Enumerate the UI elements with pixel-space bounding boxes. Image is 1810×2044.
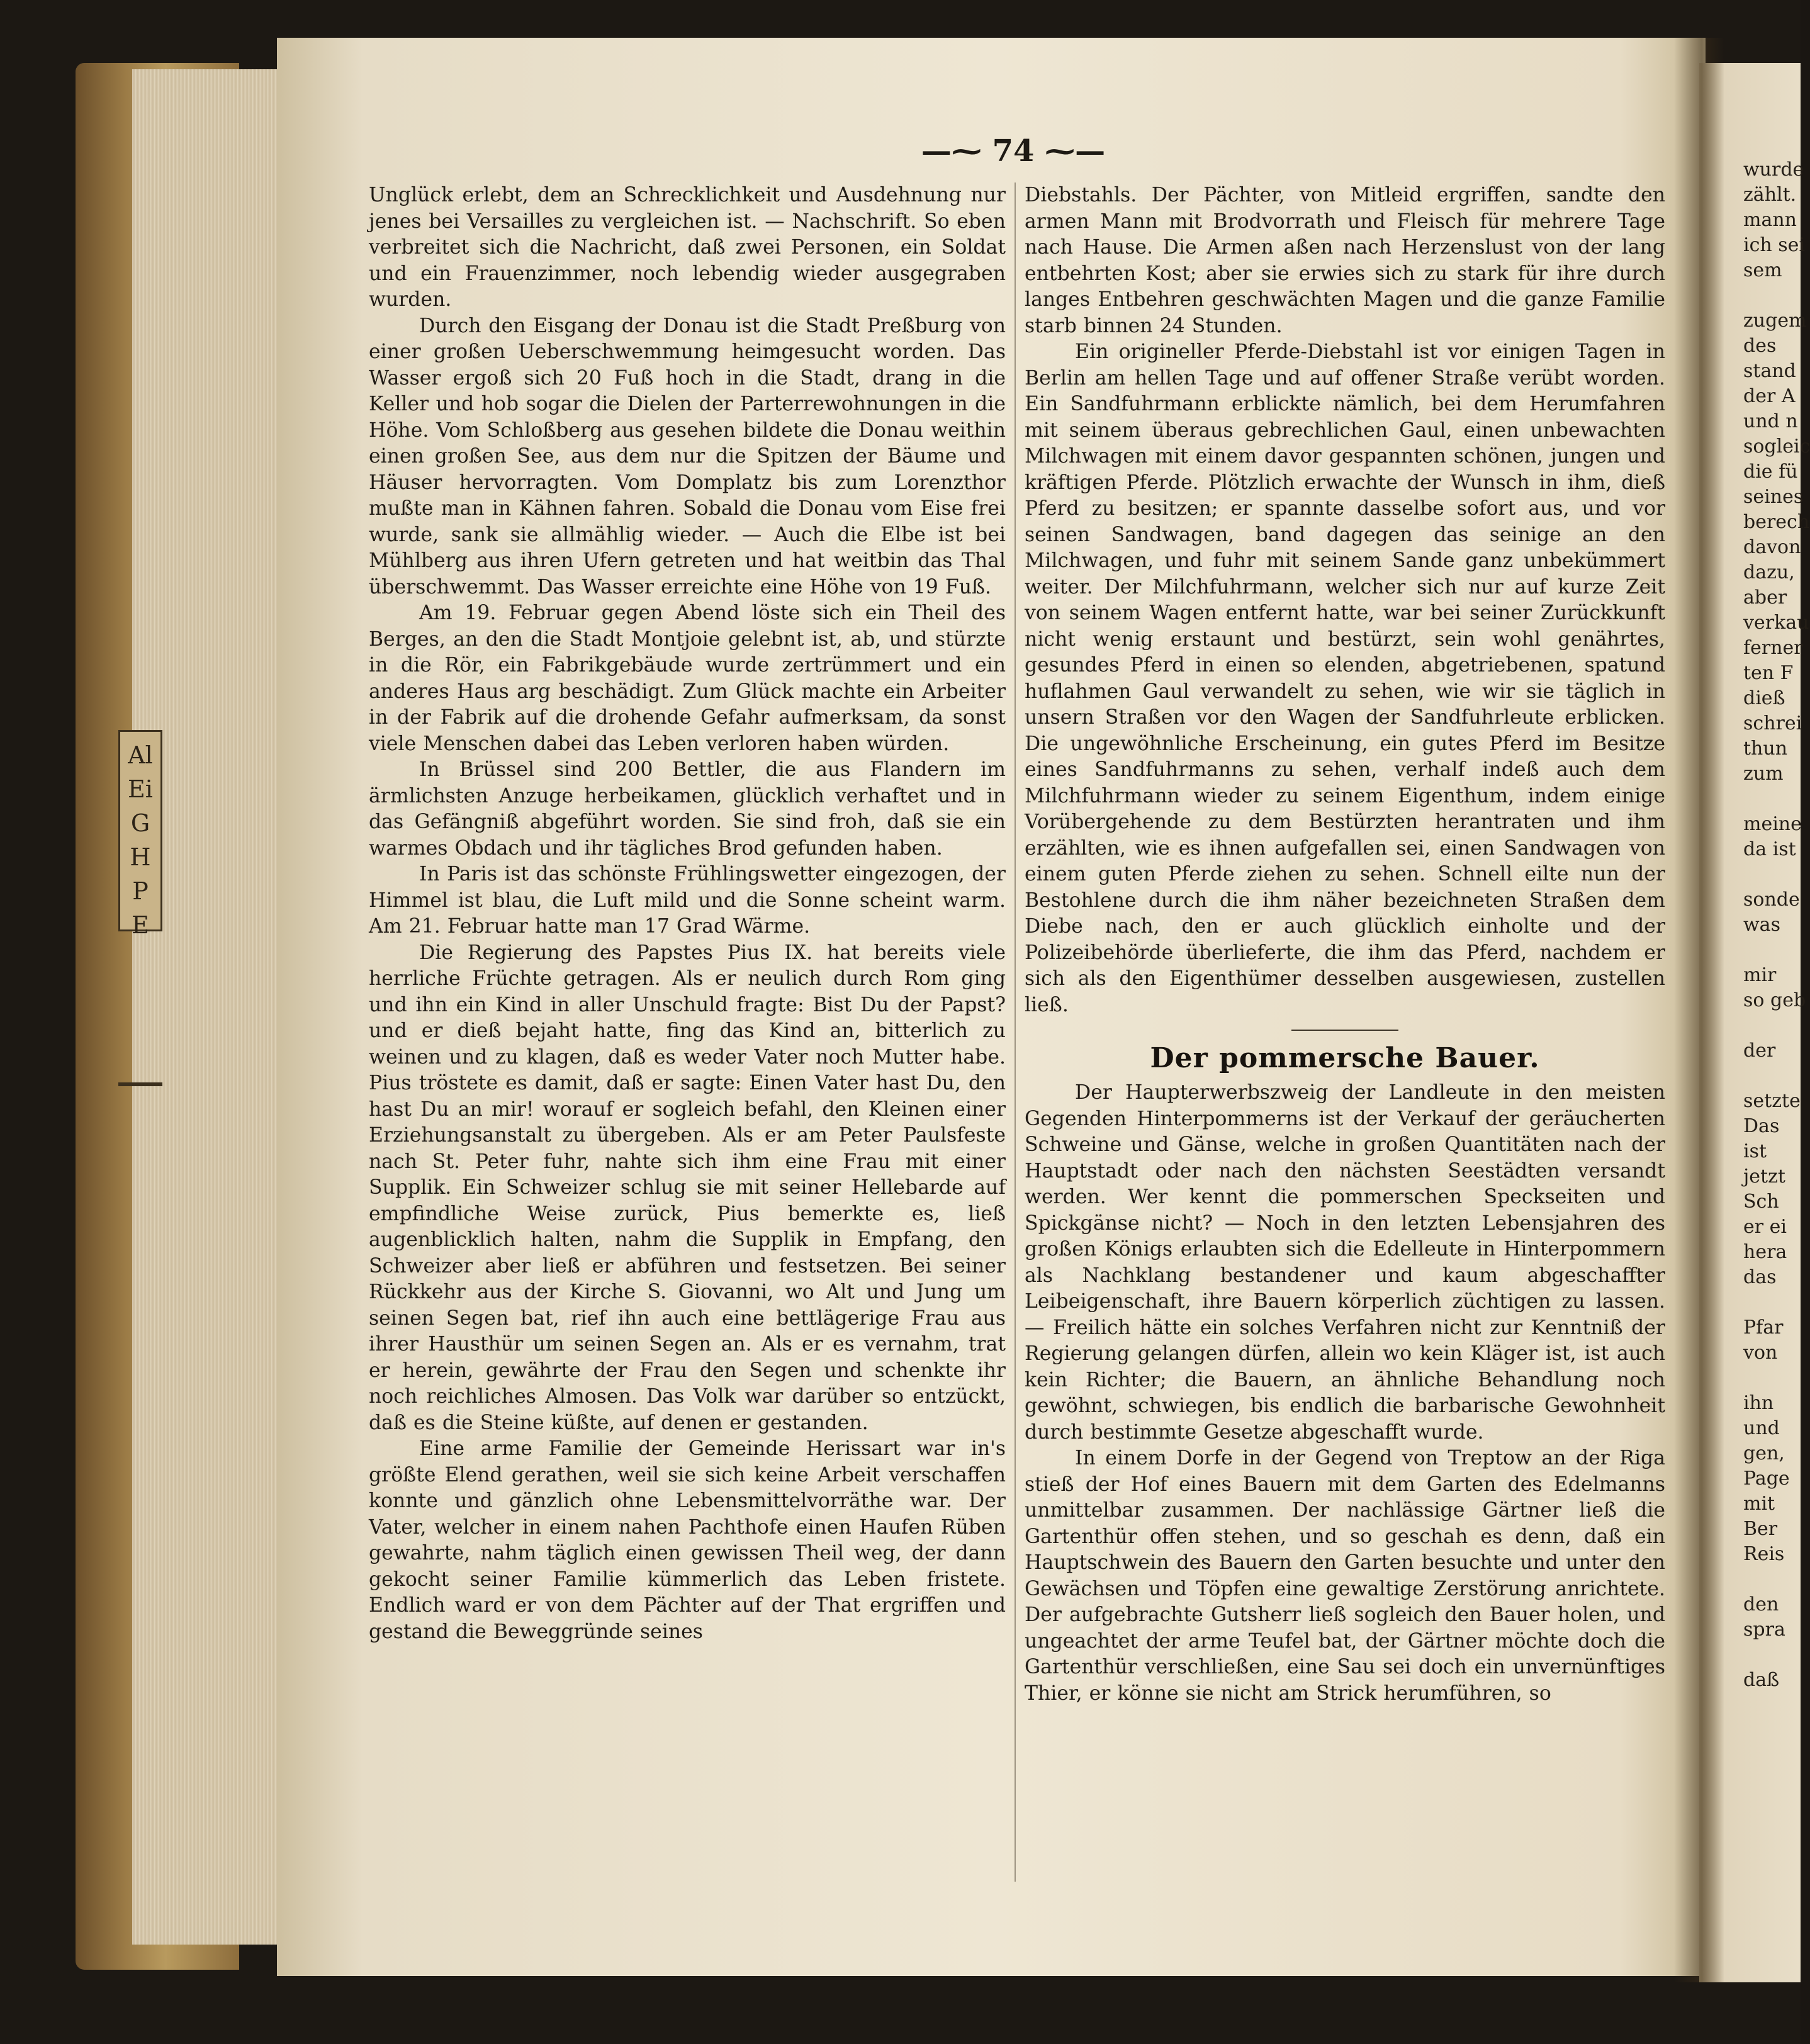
edge-fragment bbox=[1743, 283, 1801, 308]
binding-label-line: E bbox=[132, 911, 149, 939]
binding-mark bbox=[118, 1082, 162, 1086]
edge-fragment: er ei bbox=[1743, 1216, 1787, 1238]
edge-fragment: zählt. bbox=[1743, 184, 1797, 206]
edge-fragment: dazu, bbox=[1743, 561, 1795, 583]
edge-fragment: daß bbox=[1743, 1669, 1780, 1691]
paragraph: Die Regierung des Papstes Pius IX. hat bereits viele herrliche Früchte getragen. Als er neulich durch Rom ging und ihn ein Kind in aller Unschuld fragte: Bist Du der Papst? und er dieß bejaht hatte, fing das Kind an, bitterlich zu weinen und zu klagen, daß es weder Vater noch Mutter habe. Pius tröstete es damit, daß er sagte: Einen Vater hast Du, den hast Du an mir! worauf er sogleich befahl, den Kleinen einer Erziehungsanstalt zu übergeben. Als er am Peter Paulsfeste nach St. Peter fuhr, nahte sich ihm eine Frau mit einer Supplik. Ein Schweizer schlug sie mit seiner Hellebarde auf empfindliche Weise zurück, Pius bemerkte es, ließ augenblicklich halten, nahm die Supplik in Empfang, den Schweizer aber ließ er abführen und festsetzen. Bei seiner Rückkehr aus der Kirche S. Giovanni, wo Alt und Jung um seinen Segen bat, rief ihn auch eine bettlägerige Frau aus ihrer Hausthür um seinen Segen an. Als er es vernahm, trat er herein, gewährte der Frau den Segen und schenkte ihr noch reichliches Almosen. Das Volk war darüber so entzückt, daß es die Steine küßte, auf denen er gestanden. bbox=[369, 941, 1006, 1434]
edge-fragment bbox=[1743, 862, 1801, 887]
edge-fragment: Ber bbox=[1743, 1518, 1778, 1540]
edge-fragment: setzte bbox=[1743, 1090, 1801, 1112]
binding-label-line: P bbox=[132, 877, 149, 905]
edge-fragment bbox=[1743, 1567, 1801, 1592]
edge-fragment: sem bbox=[1743, 259, 1782, 281]
paragraph: In einem Dorfe in der Gegend von Treptow an der Riga stieß der Hof eines Bauern mit dem Garten des Edelmanns unmittelbar zusammen. Der nachlässige Gärtner ließ die Gartenthür offen stehen, und so geschah es denn, daß ein Hauptschwein des Bauern den Garten besuchte und unter den Gewächsen und Töpfen eine gewaltige Zerstörung anrichtete. Der aufgebrachte Gutsherr ließ sogleich den Bauer holen, und ungeachtet der arme Teufel bat, der Gärtner möchte doch die Gartenthür verschließen, eine Sau sei doch ein unvernünftiges Thier, er könne sie nicht am Strick herumführen, so bbox=[1025, 1447, 1665, 1705]
edge-fragment: meine bbox=[1743, 813, 1802, 835]
edge-fragment: ten F bbox=[1743, 662, 1794, 684]
edge-fragment: jetzt bbox=[1743, 1165, 1785, 1188]
edge-fragment: davon bbox=[1743, 536, 1801, 558]
section-heading: Der pommersche Bauer. bbox=[1150, 1042, 1540, 1074]
next-page-text-fragments bbox=[1743, 157, 1810, 1693]
edge-fragment: den bbox=[1743, 1593, 1779, 1615]
paragraph: In Brüssel sind 200 Bettler, die aus Flandern im ärmlichsten Anzuge herbeikamen, glücklich verhaftet und in das Gefängniß abgeführt worden. Sie sind froh, daß sie ein warmes Obdach und ihr tägliches Brod gefunden haben. bbox=[369, 758, 1006, 860]
edge-fragment bbox=[1743, 1064, 1801, 1089]
edge-fragment bbox=[1743, 1013, 1801, 1038]
paragraph: Unglück erlebt, dem an Schrecklichkeit und Ausdehnung nur jenes bei Versailles zu vergleichen ist. — Nachschrift. So eben verbreitet sich die Nachricht, daß zwei Personen, ein Soldat und ein Frauenzimmer, noch lebendig wieder ausgegraben wurden. bbox=[369, 184, 1006, 311]
edge-fragment: verkau bbox=[1743, 612, 1809, 634]
edge-fragment: da ist bbox=[1743, 838, 1796, 860]
right-column bbox=[1025, 182, 1665, 1707]
edge-fragment: Das bbox=[1743, 1115, 1780, 1137]
edge-fragment: von bbox=[1743, 1342, 1778, 1364]
edge-fragment: gen, bbox=[1743, 1442, 1785, 1464]
edge-fragment: ich sei bbox=[1743, 234, 1805, 256]
page-edges bbox=[132, 69, 296, 1945]
paragraph: Eine arme Familie der Gemeinde Herissart war in's größte Elend gerathen, weil sie sich keine Arbeit verschaffen konnte und gänzlich ohne Lebensmittelvorräthe war. Der Vater, welcher in einem nahen Pachthofe einen Haufen Rüben gewahrte, nahm täglich einen gewissen Theil weg, der dann gekocht seiner Familie kümmerlich das Leben fristete. Endlich ward er von dem Pächter auf der That ergriffen und gestand die Beweggründe seines bbox=[369, 1437, 1006, 1643]
page-number: —⁓ 74 ⁓— bbox=[921, 133, 1106, 169]
edge-fragment: die fü bbox=[1743, 461, 1798, 483]
edge-fragment: zugem bbox=[1743, 310, 1807, 332]
edge-fragment: das bbox=[1743, 1266, 1777, 1288]
binding-label-line: Ei bbox=[128, 775, 153, 803]
left-column bbox=[369, 182, 1006, 1645]
edge-fragment: Sch bbox=[1743, 1191, 1779, 1213]
edge-fragment bbox=[1743, 787, 1801, 812]
column-rule bbox=[1015, 182, 1016, 1882]
binding-label-line: G bbox=[130, 809, 150, 837]
paragraph: Am 19. Februar gegen Abend löste sich ein Theil des Berges, an den die Stadt Montjoie gelebnt ist, ab, und stürzte in die Rör, ein Fabrikgebäude wurde zertrümmert und ein anderes Haus arg beschädigt. Zum Glück machte ein Arbeiter in der Fabrik auf die drohende Gefahr aufmerksam, da sonst viele Menschen dabei das Leben verloren haben würden. bbox=[369, 602, 1006, 755]
paragraph: Ein origineller Pferde-Diebstahl ist vor einigen Tagen in Berlin am hellen Tage und auf offener Straße verübt worden. Ein Sandfuhrmann erblickte nämlich, bei dem Herumfahren mit seinem überaus gebrechlichen Gaul, einen unbewachten Milchwagen mit einem davor gespannten schönen, jungen und kräftigen Pferde. Plötzlich erwachte der Wunsch in ihm, dieß Pferd zu besitzen; er spannte dasselbe sofort aus, und vor seinen Sandwagen, band dagegen das seinige an den Milchwagen, und fuhr mit seinem Sande ganz unbekümmert weiter. Der Milchfuhrmann, welcher sich nur auf kurze Zeit von seinem Wagen entfernt hatte, war bei seiner Zurückkunft nicht wenig erstaunt und bestürzt, sein wohl genährtes, gesundes Pferd in einen so elenden, abgetriebenen, spatund huflahmen Gaul verwandelt zu sehen, wie wir sie täglich in unsern Straßen vor den Wagen der Sandfuhrleute erblicken. Die ungewöhnliche Erscheinung, ein gutes Pferd im Besitze eines Sandfuhrmanns zu sehen, verhalf indeß auch dem Milchfuhrmann wieder zu seinem Eigenthum, indem einige Vorübergehende zu dem Bestürzten herantraten und ihm erzählten, wie es ihnen aufgefallen sei, einen Sandwagen von einem guten Pferde ziehen zu sehen. Schnell eilte nun der Bestohlene durch die ihm näher bezeichneten Straßen dem Diebe nach, den er auch glücklich einholte und der Polizeibehörde überlieferte, die ihm das Pferd, nachdem er sich als den Eigenthümer desselben ausgewiesen, zustellen ließ. bbox=[1025, 340, 1665, 1016]
edge-fragment bbox=[1743, 1642, 1801, 1668]
paragraph: Durch den Eisgang der Donau ist die Stadt Preßburg von einer großen Ueberschwemmung heimgesucht worden. Das Wasser ergoß sich 20 Fuß hoch in die Stadt, drang in die Keller und hob sogar die Dielen der Parterrewohnungen in die Höhe. Vom Schloßberg aus gesehen bildete die Donau weithin einen großen See, aus dem nur die Spitzen der Bäume und Häuser hervorragten. Vom Domplatz bis zum Lorenzthor mußte man in Kähnen fahren. Sobald die Donau vom Eise frei wurde, sank sie allmählig wieder. — Auch die Elbe ist bei Mühlberg aus ihren Ufern getreten und hat weitbin das Thal überschwemmt. Das Wasser erreichte eine Höhe von 19 Fuß. bbox=[369, 314, 1006, 598]
edge-fragment: ferner bbox=[1743, 637, 1803, 659]
edge-fragment: stand bbox=[1743, 360, 1796, 382]
edge-fragment: seines bbox=[1743, 486, 1804, 508]
edge-fragment: aber bbox=[1743, 587, 1787, 609]
edge-fragment: der A bbox=[1743, 385, 1796, 407]
binding-label bbox=[118, 730, 162, 939]
edge-fragment: wurde bbox=[1743, 159, 1804, 181]
edge-fragment: Page bbox=[1743, 1468, 1790, 1490]
edge-fragment: ist bbox=[1743, 1140, 1767, 1162]
edge-fragment: der bbox=[1743, 1040, 1776, 1062]
edge-fragment: was bbox=[1743, 914, 1780, 936]
edge-fragment: thun bbox=[1743, 738, 1788, 760]
gutter-shadow bbox=[1674, 38, 1724, 1982]
binding-label-line: H bbox=[130, 843, 151, 871]
edge-fragment bbox=[1743, 1366, 1801, 1391]
edge-fragment: berech bbox=[1743, 511, 1810, 533]
edge-fragment: des bbox=[1743, 335, 1777, 357]
edge-fragment: spra bbox=[1743, 1619, 1785, 1641]
edge-fragment: so geb bbox=[1743, 989, 1806, 1011]
edge-fragment: dieß bbox=[1743, 687, 1785, 709]
paragraph: Der Haupterwerbszweig der Landleute in den meisten Gegenden Hinterpommerns ist der Verkauf der geräucherten Schweine und Gänse, welche in großen Quantitäten nach der Hauptstadt oder nach den nächsten Seestädten versandt werden. Wer kennt die pommerschen Speckseiten und Spickgänse nicht? — Noch in den letzten Lebensjahren des großen Königs erlaubten sich die Edelleute in Hinterpommern als Nachklang bestandener und kaum abgeschaffter Leibeigenschaft, ihre Bauern körperlich züchtigen zu lassen. — Freilich hätte ein solches Verfahren nicht zur Kenntniß der Regierung gelangen dürfen, allein wo kein Kläger ist, ist auch kein Richter; die Bauern, an ähnliche Behandlung noch gewöhnt, schwiegen, bis endlich die barbarische Gewohnheit durch bestimmte Gesetze abgeschafft wurde. bbox=[1025, 1081, 1665, 1444]
edge-fragment bbox=[1743, 938, 1801, 963]
edge-fragment: ihn bbox=[1743, 1392, 1774, 1414]
edge-fragment: schrei bbox=[1743, 712, 1802, 734]
edge-fragment: mit bbox=[1743, 1493, 1775, 1515]
edge-fragment: Reis bbox=[1743, 1543, 1785, 1565]
edge-fragment: mir bbox=[1743, 964, 1777, 986]
edge-fragment: mann bbox=[1743, 209, 1797, 231]
edge-fragment: Pfar bbox=[1743, 1317, 1784, 1339]
edge-fragment bbox=[1743, 1290, 1801, 1315]
edge-fragment: zum bbox=[1743, 763, 1784, 785]
edge-fragment: sonde bbox=[1743, 889, 1800, 911]
paragraph: Diebstahls. Der Pächter, von Mitleid ergriffen, sandte den armen Mann mit Brodvorrath und Fleisch für mehrere Tage nach Hause. Die Armen aßen nach Herzenslust von der lang entbehrten Kost; aber sie erwies sich zu stark für ihre durch langes Entbehren geschwächten Magen und die ganze Familie starb binnen 24 Stunden. bbox=[1025, 184, 1665, 337]
edge-fragment: hera bbox=[1743, 1241, 1787, 1263]
paragraph: In Paris ist das schönste Frühlingswetter eingezogen, der Himmel ist blau, die Luft mild und die Sonne scheint warm. Am 21. Februar hatte man 17 Grad Wärme. bbox=[369, 863, 1006, 938]
edge-fragment: und bbox=[1743, 1417, 1780, 1439]
edge-fragment: und n bbox=[1743, 410, 1798, 432]
section-divider bbox=[1291, 1030, 1398, 1031]
binding-label-line: Al bbox=[128, 741, 153, 769]
edge-fragment: sogleic bbox=[1743, 435, 1810, 458]
